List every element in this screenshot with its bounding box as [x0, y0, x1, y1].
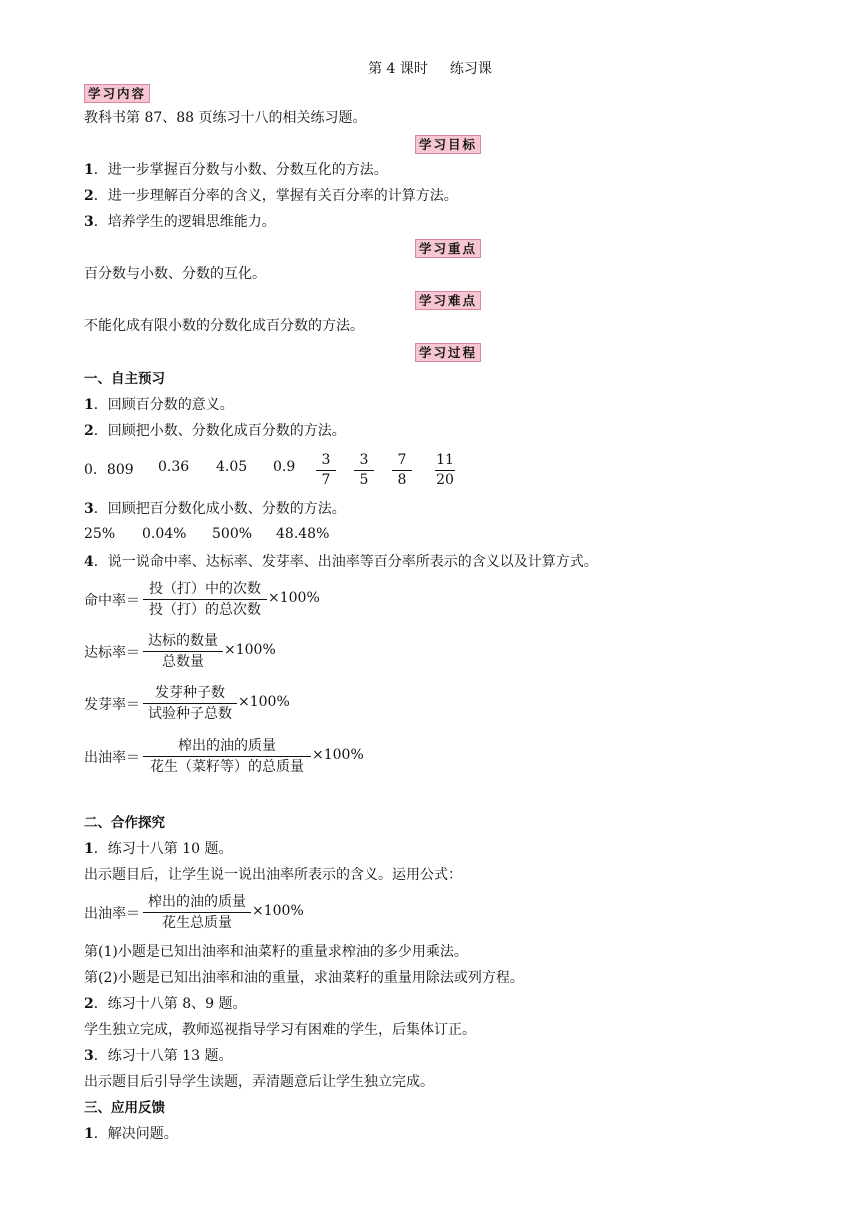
badge-goals: 学习目标: [415, 135, 481, 154]
part1-item-3: 3．回顾把百分数化成小数、分数的方法。: [84, 501, 346, 517]
badge-process: 学习过程: [415, 343, 481, 362]
decimal-3: 4.05: [216, 459, 248, 475]
percent-1: 25%: [84, 526, 116, 542]
lesson-type: 练习课: [449, 61, 492, 77]
part2-item-2: 2．练习十八第 8、9 题。: [84, 996, 247, 1012]
part2-heading: 二、合作探究: [84, 815, 165, 831]
fraction-2: 3 5: [350, 452, 378, 489]
difficulty-text: 不能化成有限小数的分数化成百分数的方法。: [84, 318, 364, 334]
lesson-title: [0, 58, 860, 78]
part2-sub-1: 第(1)小题是已知出油率和油菜籽的重量求榨油的多少用乘法。: [84, 944, 468, 960]
fraction-1: 3 7: [312, 452, 340, 489]
part1-heading: 一、自主预习: [84, 371, 165, 387]
part2-intro: 出示题目后，让学生说一说出油率所表示的含义。运用公式：: [84, 867, 462, 883]
percent-2: 0.04%: [142, 526, 187, 542]
content-text: 教科书第 87、88 页练习十八的相关练习题。: [84, 110, 367, 126]
lesson-number: 第 4 课时: [368, 61, 428, 77]
part2-item-3-text: 出示题目后引导学生读题，弄清题意后让学生独立完成。: [84, 1074, 434, 1090]
percent-3: 500%: [212, 526, 253, 542]
badge-key-point: 学习重点: [415, 239, 481, 258]
decimal-2: 0.36: [158, 459, 190, 475]
part1-item-4: 4．说一说命中率、达标率、发芽率、出油率等百分率所表示的含义以及计算方式。: [84, 554, 598, 570]
part2-item-2-text: 学生独立完成，教师巡视指导学习有困难的学生，后集体订正。: [84, 1022, 476, 1038]
fraction-3: 7 8: [388, 452, 416, 489]
part2-sub-2: 第(2)小题是已知出油率和油的重量，求油菜籽的重量用除法或列方程。: [84, 970, 524, 986]
percent-4: 48.48%: [276, 526, 330, 542]
part2-item-3: 3．练习十八第 13 题。: [84, 1048, 233, 1064]
part3-item-1: 1．解决问题。: [84, 1126, 178, 1142]
goal-item-1: 1．进一步掌握百分数与小数、分数互化的方法。: [84, 162, 388, 178]
part1-item-1: 1．回顾百分数的意义。: [84, 397, 234, 413]
badge-difficulty: 学习难点: [415, 291, 481, 310]
fraction-4: 11 20: [436, 452, 454, 488]
part2-item-1: 1．练习十八第 10 题。: [84, 841, 233, 857]
badge-content: 学习内容: [84, 84, 150, 103]
goal-item-3: 3．培养学生的逻辑思维能力。: [84, 214, 276, 230]
decimal-1: 0．809: [84, 462, 134, 478]
part3-heading: 三、应用反馈: [84, 1100, 165, 1116]
goal-item-2: 2．进一步理解百分率的含义，掌握有关百分率的计算方法。: [84, 188, 458, 204]
key-point-text: 百分数与小数、分数的互化。: [84, 266, 266, 282]
decimal-4: 0.9: [273, 459, 296, 475]
part1-item-2: 2．回顾把小数、分数化成百分数的方法。: [84, 423, 346, 439]
